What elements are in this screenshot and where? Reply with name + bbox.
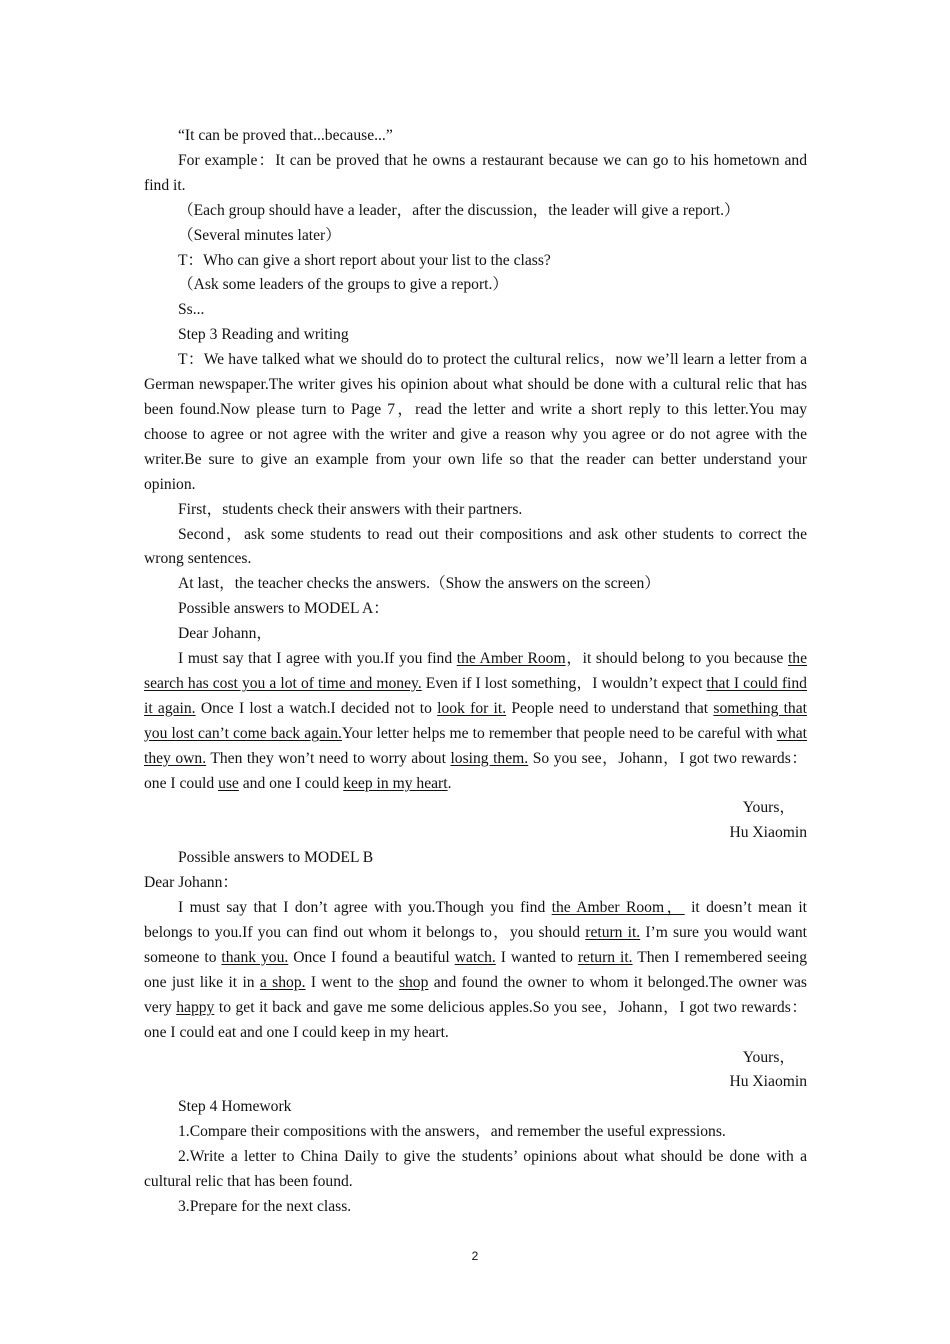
page-number: 2 [471, 1249, 479, 1263]
text: People need to understand that [506, 699, 714, 717]
letter-a-greeting: Dear Johann， [178, 625, 272, 643]
model-a-title: Possible answers to MODEL A： [178, 600, 389, 618]
underlined-answer: the search has cost you a lot of time and money. [144, 650, 807, 692]
underlined-answer: keep in my heart [343, 774, 448, 792]
letter-b-greeting: Dear Johann： [144, 874, 238, 892]
underlined-answer: happy [176, 998, 215, 1016]
underlined-answer: thank you. [221, 948, 289, 966]
quote-line: “It can be proved that...because...” [178, 127, 393, 144]
text: I went to the [305, 973, 399, 991]
homework-item: 2.Write a letter to China Daily to give the students’ opinions about what should be done with a cultural relic that has been found. [144, 1148, 807, 1191]
text: and one I could [238, 774, 344, 792]
underlined-answer: use [218, 774, 239, 792]
step4-heading: Step 4 Homework [178, 1098, 292, 1116]
underlined-answer: that I could find it again. [144, 674, 807, 717]
second-step: Second，ask some students to read out their compositions and ask other students to correct the wrong sentences. [144, 525, 807, 568]
minutes-later: （Several minutes later） [178, 226, 341, 244]
ask-leaders: （Ask some leaders of the groups to give a report.） [178, 276, 508, 294]
underlined-answer: what they own. [144, 724, 808, 767]
letter-b-closing: Yours， [742, 1048, 795, 1066]
homework-item: 3.Prepare for the next class. [178, 1197, 352, 1215]
group-instruction: （Each group should have a leader，after the discussion，the leader will give a report.） [178, 201, 740, 219]
letter-a-body [144, 647, 807, 796]
text: . [447, 774, 452, 792]
letter-b-body [144, 896, 807, 1045]
teacher-question: T：Who can give a short report about your list to the class? [178, 251, 551, 269]
text: and found the owner to whom it belonged.The owner was very [144, 973, 808, 1016]
step3-heading: Step 3 Reading and writing [178, 326, 349, 344]
underlined-answer: look for it. [437, 699, 507, 717]
text: Then I remembered seeing one just like it in [144, 948, 808, 991]
teacher-paragraph: T：We have talked what we should do to protect the cultural relics，now we’ll learn a letter from a German newspaper.The writer gives his opinion about what should be done with a cultural relic that has been found.Now please turn to Page 7，read the letter and write a short reply to this letter.You may choose to agree or not agree with the writer and give a reason why you agree or do not agree with the writer.Be sure to give an example from your own life so that the reader can better understand your opinion. [144, 351, 807, 493]
document-body [144, 124, 807, 1220]
underlined-answer: the Amber Room， [551, 899, 685, 917]
text: Even if I lost something，I wouldn’t expect [421, 674, 707, 692]
underlined-answer: losing them. [450, 749, 529, 767]
text: it doesn’t mean it belongs to you.If you can find out whom it belongs to，you should [144, 899, 807, 941]
first-step: First，students check their answers with their partners. [178, 500, 523, 518]
text: Once I lost a watch.I decided not to [195, 699, 438, 717]
underlined-answer: watch. [454, 948, 496, 966]
letter-a-signature: Hu Xiaomin [729, 824, 807, 842]
underlined-answer: return it. [585, 924, 641, 941]
text: I must say that I agree with you.If you find [178, 650, 457, 668]
text: Then they won’t need to worry about [206, 749, 451, 767]
letter-a-closing: Yours， [742, 799, 795, 817]
text: I wanted to [495, 948, 578, 966]
underlined-answer: a shop. [259, 973, 306, 991]
model-b-title: Possible answers to MODEL B [178, 849, 374, 867]
text: ，it should belong to you because [565, 650, 788, 668]
text: Your letter helps me to remember that people need to be careful with [341, 724, 777, 742]
example-paragraph: For example：It can be proved that he owns a restaurant because we can go to his hometown and find it. [144, 151, 807, 194]
letter-b-signature: Hu Xiaomin [729, 1073, 807, 1091]
underlined-answer: the Amber Room [456, 650, 566, 668]
underlined-answer: shop [398, 973, 429, 991]
text: So you see，Johann，I got two rewards：one I could [144, 749, 808, 792]
underlined-answer: something that you lost can’t come back again. [144, 699, 807, 742]
underlined-answer: return it. [577, 948, 633, 966]
students-response: Ss... [178, 301, 205, 319]
text: I must say that I don’t agree with you.Though you find [178, 899, 552, 917]
text: Once I found a beautiful [288, 948, 455, 966]
homework-item: 1.Compare their compositions with the answers，and remember the useful expressions. [178, 1123, 726, 1141]
text: I’m sure you would want someone to [144, 924, 808, 966]
last-step: At last，the teacher checks the answers.（Show the answers on the screen） [178, 575, 660, 593]
text: to get it back and gave me some delicious apples.So you see，Johann，I got two rewards：one I could eat and one I could keep in my heart. [144, 998, 807, 1041]
